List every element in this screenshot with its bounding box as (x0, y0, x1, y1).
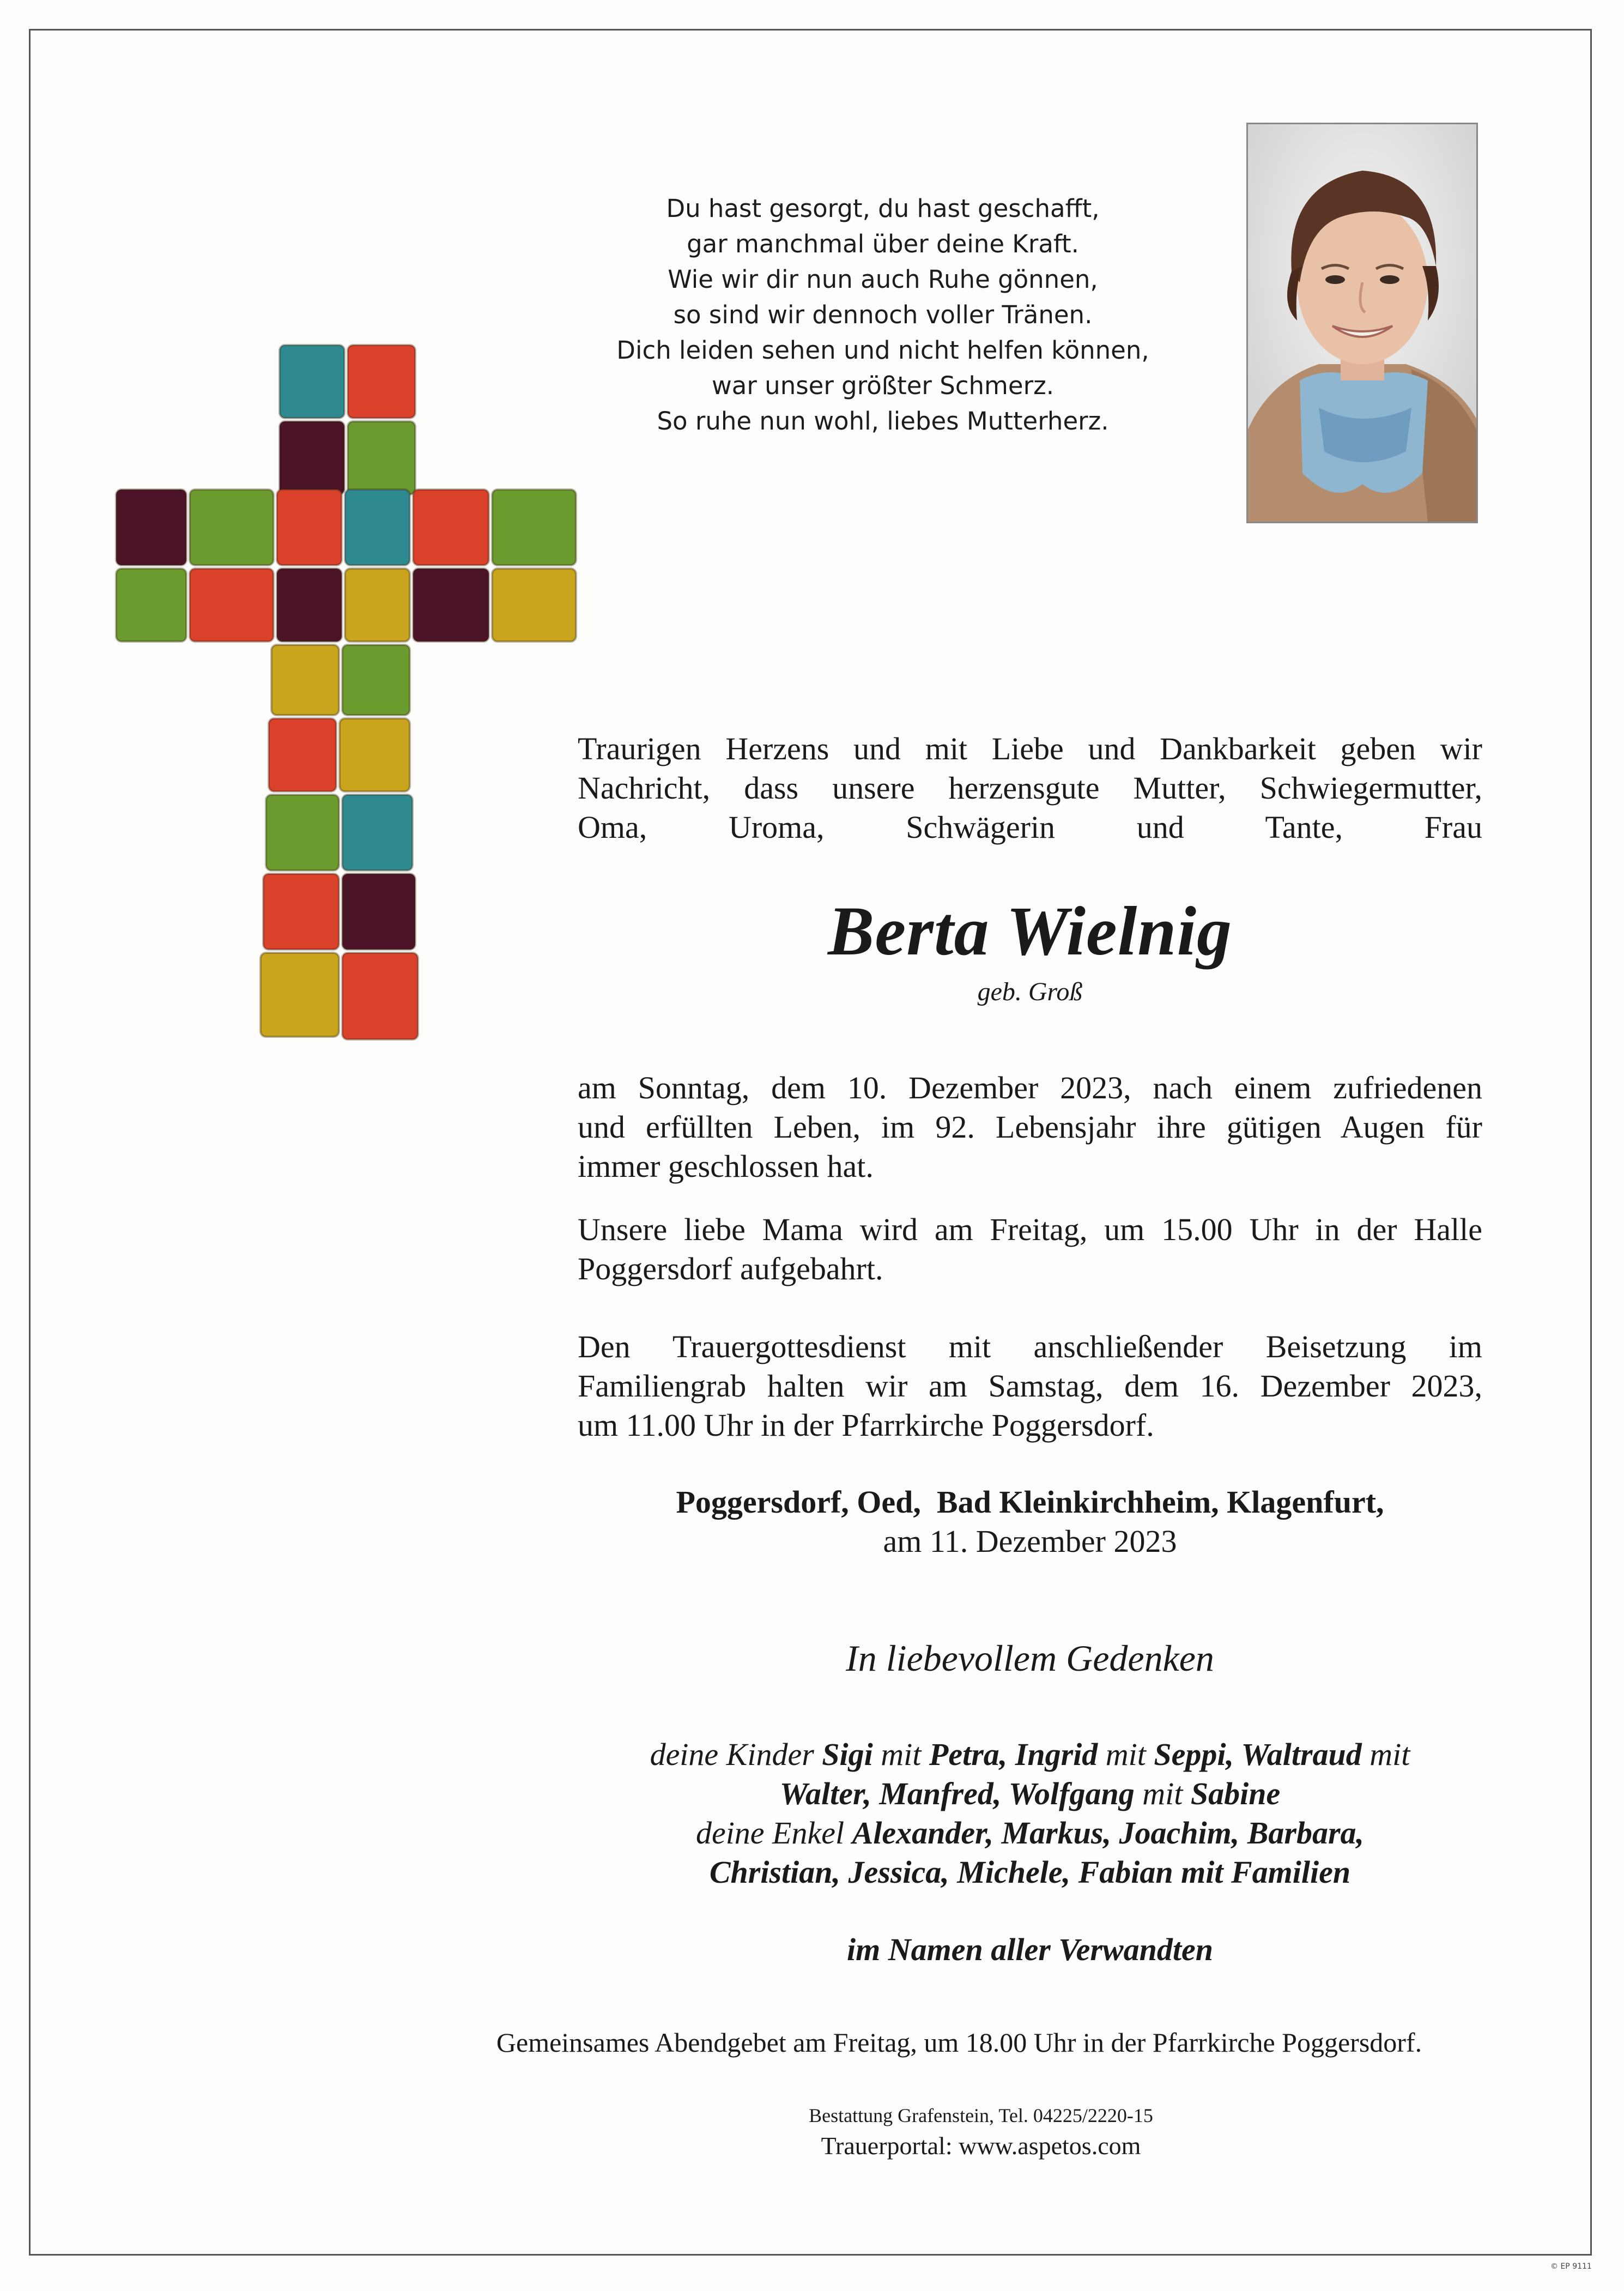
evening-prayer: Gemeinsames Abendgebet am Freitag, um 18.00 Uhr in der Pfarrkirche Poggersdorf. (496, 2027, 1422, 2058)
memorial-heading: In liebevollem Gedenken (846, 1637, 1214, 1679)
undertaker-contact: Bestattung Grafenstein, Tel. 04225/2220-15 (809, 2105, 1153, 2126)
cross-tile (492, 489, 576, 565)
poem-line: Du hast gesorgt, du hast geschafft, (666, 194, 1100, 223)
deceased-name: Berta Wielnig (828, 892, 1232, 970)
cross-tile (190, 569, 274, 642)
children-prefix: deine Kinder (650, 1737, 822, 1772)
connector: mit (1134, 1776, 1191, 1811)
service-line: Den Trauergottesdienst mit anschließender Beisetzung im (578, 1329, 1482, 1364)
children-line-2 (578, 1774, 1482, 1814)
cross-tile (280, 345, 344, 418)
cross-tile (260, 953, 339, 1037)
cross-tile (413, 569, 489, 642)
service-paragraph (578, 1327, 1482, 1445)
mosaic-cross-image (114, 343, 578, 1068)
death-line: immer geschlossen hat. (578, 1148, 874, 1184)
cross-tile (271, 645, 339, 715)
viewing-paragraph (578, 1210, 1482, 1289)
cross-tile (340, 718, 410, 791)
cross-tile (345, 489, 410, 565)
cross-tile (413, 489, 489, 565)
connector: mit (1361, 1737, 1410, 1772)
cross-tile (348, 421, 415, 494)
child-name: Petra, Ingrid (929, 1737, 1098, 1772)
cross-tile (277, 569, 342, 642)
portrait-photo (1246, 123, 1478, 523)
poem-line: Dich leiden sehen und nicht helfen können, (616, 336, 1149, 365)
poem-line: Wie wir dir nun auch Ruhe gönnen, (668, 265, 1098, 294)
cross-tile (342, 645, 410, 715)
mourning-portal: Trauerportal: www.aspetos.com (821, 2132, 1141, 2160)
grandchild-names: Christian, Jessica, Michele, Fabian mit Familien (709, 1854, 1351, 1890)
notice-date: am 11. Dezember 2023 (883, 1524, 1177, 1559)
child-name: Seppi, Waltraud (1154, 1737, 1362, 1772)
announcement-paragraph (578, 729, 1482, 847)
cross-tile (345, 569, 410, 642)
places: Poggersdorf, Oed, Bad Kleinkirchheim, Klagenfurt, (676, 1484, 1384, 1520)
death-paragraph (578, 1068, 1482, 1186)
death-line: und erfüllten Leben, im 92. Lebensjahr ihre gütigen Augen für (578, 1109, 1482, 1145)
poem-line: so sind wir dennoch voller Tränen. (673, 300, 1093, 329)
grandchildren-line-2 (578, 1853, 1482, 1892)
service-line: Familiengrab halten wir am Samstag, dem 16. Dezember 2023, (578, 1368, 1482, 1404)
child-name: Sabine (1190, 1776, 1281, 1811)
connector: mit (1098, 1737, 1154, 1772)
grandchild-names: Alexander, Markus, Joachim, Barbara, (852, 1815, 1365, 1851)
cross-tile (342, 953, 418, 1039)
portrait-illustration (1248, 124, 1476, 522)
grandchildren-prefix: deine Enkel (695, 1815, 852, 1851)
family-list (578, 1735, 1482, 1892)
relatives-line: im Namen aller Verwandten (847, 1932, 1213, 1967)
cross-tile (190, 489, 274, 565)
cross-tile (342, 795, 413, 871)
service-line: um 11.00 Uhr in der Pfarrkirche Poggersdorf. (578, 1407, 1154, 1443)
cross-tile (116, 489, 186, 565)
poem-line: war unser größter Schmerz. (711, 371, 1055, 400)
cross-tile (492, 569, 576, 642)
announcement-line: Nachricht, dass unsere herzensgute Mutter, Schwiegermutter, (578, 770, 1482, 806)
cross-tile (263, 874, 339, 950)
child-name: Sigi (822, 1737, 873, 1772)
maiden-name: geb. Groß (977, 977, 1083, 1006)
cross-tile (277, 489, 342, 565)
cross-tile (266, 795, 339, 871)
viewing-line: Poggersdorf aufgebahrt. (578, 1251, 883, 1286)
children-line-1 (578, 1735, 1482, 1774)
cross-tile (116, 569, 186, 642)
poem (556, 191, 1210, 439)
announcement-line: Oma, Uroma, Schwägerin und Tante, Frau (578, 809, 1482, 845)
viewing-line: Unsere liebe Mama wird am Freitag, um 15.00 Uhr in der Halle (578, 1212, 1482, 1247)
places-and-date (578, 1483, 1482, 1561)
cross-tile (348, 345, 415, 418)
announcement-line: Traurigen Herzens und mit Liebe und Dankbarkeit geben wir (578, 731, 1482, 766)
cross-tile (342, 874, 415, 950)
death-line: am Sonntag, dem 10. Dezember 2023, nach einem zufriedenen (578, 1070, 1482, 1105)
poem-line: gar manchmal über deine Kraft. (687, 229, 1079, 258)
child-name: Walter, Manfred, Wolfgang (779, 1776, 1135, 1811)
cross-tile (269, 718, 336, 791)
cross-tile (280, 421, 344, 494)
grandchildren-line-1 (578, 1814, 1482, 1853)
print-code: © EP 9111 (1550, 2262, 1592, 2271)
poem-line: So ruhe nun wohl, liebes Mutterherz. (657, 407, 1109, 436)
connector: mit (872, 1737, 929, 1772)
